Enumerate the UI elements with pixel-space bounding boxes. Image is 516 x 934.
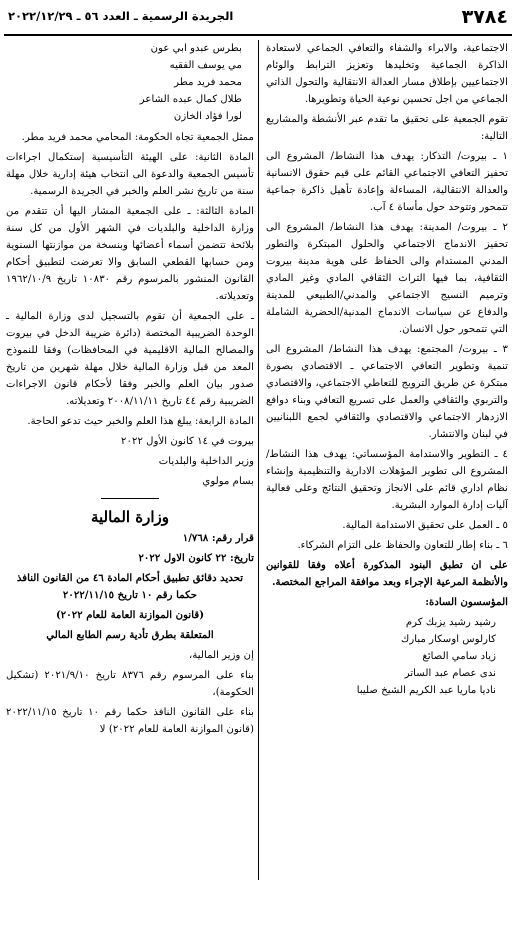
activity-item-6: ٦ ـ بناء إطار للتعاون والحفاظ على التزام الشركاء.: [297, 540, 508, 551]
ministry-title: وزارة المالية: [90, 508, 170, 526]
founder-name: كارلوس اوسكار مبارك: [400, 634, 496, 645]
article-4: المادة الرابعة: يبلغ هذا العلم والخبر حيث تدعو الحاجة.: [27, 416, 254, 427]
founder-name: ندى عصام عبد الساتر: [404, 668, 496, 679]
decision-date: تاريخ: ٢٢ كانون الاول ٢٠٢٢: [138, 552, 254, 564]
activity-item-4: ٤ ـ التطوير والاستدامة المؤسساتي: يهدف هذا النشاط/ المشروع الى تطوير المؤهلات الادارية والتنظيمية وإنشاء نظام اداري قائم على الانجاز وتحقيق النتائج وعلى فعالية آليات إدارة الموارد البشرية.: [266, 449, 508, 511]
decision-body-2: بناء على المرسوم رقم ٨٣٧٦ تاريخ ٢٠٢١/٩/١٠ (تشكيل الحكومة)،: [6, 670, 254, 698]
signing-date: بيروت في ١٤ كانون الأول ٢٠٢٢: [121, 436, 254, 447]
decision-body-1: إن وزير المالية،: [189, 650, 254, 661]
issue-line: الجريدة الرسمية ـ العدد ٥٦ ـ ٢٠٢٢/١٢/٢٩: [8, 9, 234, 23]
article-2: المادة الثانية: على الهيئة التأسيسية إستكمال اجراءات تأسيس الجمعية والدعوة الى انتخاب هيئة إدارية خلال مهلة سنة من تاريخ نشر العلم والخبر في الجريدة الرسمية.: [6, 152, 254, 197]
member-name: بطرس عبدو ابي عون: [150, 43, 242, 54]
founder-name: رشيد رشيد يزبك كرم: [405, 617, 496, 628]
activity-item-5: ٥ ـ العمل على تحقيق الاستدامة المالية.: [342, 520, 508, 531]
activity-item-2: ٢ ـ بيروت/ المدينة: يهدف هذا النشاط/ المشروع الى تحفيز الاندماج الاجتماعي والحلول المبتكرة والتطور المدني المستدام والى الحفاظ على هوية مدينة بيروت الثقافية، بما فيها التراث الثقافي المادي وغير المادي وترميم النسيج الاجتماعي والمدني/الطبيعي للمدينة والدفاع عن سياسات الاندماج المدنية/الحضرية الشاملة التي تتمحور حول الانسان.: [266, 222, 508, 335]
conditions-paragraph: على ان تطبق البنود المذكورة أعلاه وفقا للقوانين والأنظمة المرعية الإجراء وبعد موافقة المراجع المختصة.: [266, 559, 508, 588]
activity-item-1: ١ ـ بيروت/ التذكار: يهدف هذا النشاط/ المشروع الى تحفيز التعافي الاجتماعي القائم على قيم حقوق الانسانية والعدالة الانتقالية، المساءلة وإعادة تأهيل ذاكرة جماعية تتمحور وتتوحد حول مأساة ٤ آب.: [266, 151, 508, 213]
member-name: مي يوسف الفقيه: [169, 60, 242, 71]
decision-subject-law: (قانون الموازنة العامة للعام ٢٠٢٢): [55, 609, 205, 621]
decision-subject-stamp: المتعلقة بطرق تأدية رسم الطابع المالي: [46, 629, 214, 641]
header-rule: [4, 34, 512, 36]
founder-name: زياد سامي الصائغ: [422, 651, 496, 662]
government-representative: ممثل الجمعية تجاه الحكومة: المحامي محمد فريد مطر.: [21, 132, 254, 143]
article-3-registration: ـ على الجمعية أن تقوم بالتسجيل لدى وزارة المالية ـ الوحدة الضريبية المختصة (دائرة ضريبة الدخل في بيروت والمصالح المالية الاقليمية في المحافظات) وفقا للنموذج المعد من قبل وزارة المالية خلال مهلة شهرين من تاريخ صدور بيان العلم والخبر وفقا لأحكام قانون الاجراءات الضريبية رقم ٤٤ تاريخ ٢٠٠٨/١١/١١ وتعديلاته.: [6, 311, 254, 407]
names-list: [6, 40, 254, 125]
article-3: المادة الثالثة: ـ على الجمعية المشار اليها أن تتقدم من وزارة الداخلية والبلديات في الشهر الأول من كل سنة بلائحة تتضمن أسماء أعضائها وبنسخة من موازنتها السنوية ومن حسابها القطعي السابق والا تعرضت لتطبيق أحكام القانون المنشور بالمرسوم رقم ١٠٨٣٠ تاريخ ١٩٦٢/١٠/٩ وتعديلاته.: [6, 206, 255, 302]
intro-paragraph: الاجتماعية، والابراء والشفاء والتعافي الجماعي لاستعادة الذاكرة الجماعية وتخليدها وتعزيز الترابط والوئام الاجتماعيين بإطلاق مسار العدالة الانتقالية والتحول الذاتي الجماعي من اجل تحسين نوعية الحياة وتطويرها.: [266, 43, 508, 105]
page-header: [0, 0, 516, 34]
right-column: [266, 40, 508, 703]
founders-list: [266, 614, 508, 699]
page-number: ٣٧٨٤: [461, 6, 508, 28]
member-name: طلال كمال عبده الشاعر: [139, 94, 242, 105]
left-column: [6, 40, 254, 741]
activities-intro: تقوم الجمعية على تحقيق ما تقدم عبر الأنشطة والمشاريع التالية:: [266, 114, 508, 142]
section-separator: [101, 498, 159, 499]
activity-item-3: ٣ ـ بيروت/ المجتمع: يهدف هذا النشاط/ المشروع الى تنمية وتطوير التعافي الاجتماعي ـ الاقتصادي بصورة مبتكرة عن طريق الترويج للتعاطي الاجتماعي، والاقتصادي والتربوي والثقافي والعمل على تسريع التعافي وبناء دوافع الازدهار الاجتماعي والاقتصادي والثقافي لجمع اللبنانيين في لبنان والانتشار.: [266, 344, 508, 440]
decision-subject: تحديد دقائق تطبيق أحكام المادة ٤٦ من القانون النافذ حكما رقم ١٠ تاريخ ٢٠٢٢/١١/١٥: [16, 572, 244, 601]
minister-title: وزير الداخلية والبلديات: [158, 456, 254, 467]
decision-body-3: بناء على القانون النافذ حكما رقم ١٠ تاريخ ٢٠٢٢/١١/١٥ (قانون الموازنة العامة للعام ٢٠٢٢) لا: [6, 707, 255, 735]
founder-name: ناديا ماريا عبد الكريم الشيخ صليبا: [356, 685, 496, 696]
founders-heading: المؤسسون السادة:: [425, 596, 508, 608]
minister-name: بسام مولوي: [202, 476, 254, 487]
member-name: محمد فريد مطر: [174, 77, 242, 88]
member-name: لورا فؤاد الخازن: [173, 111, 242, 122]
column-divider: [258, 40, 259, 880]
decision-number: قرار رقم: ١/٧٦٨: [182, 532, 254, 544]
